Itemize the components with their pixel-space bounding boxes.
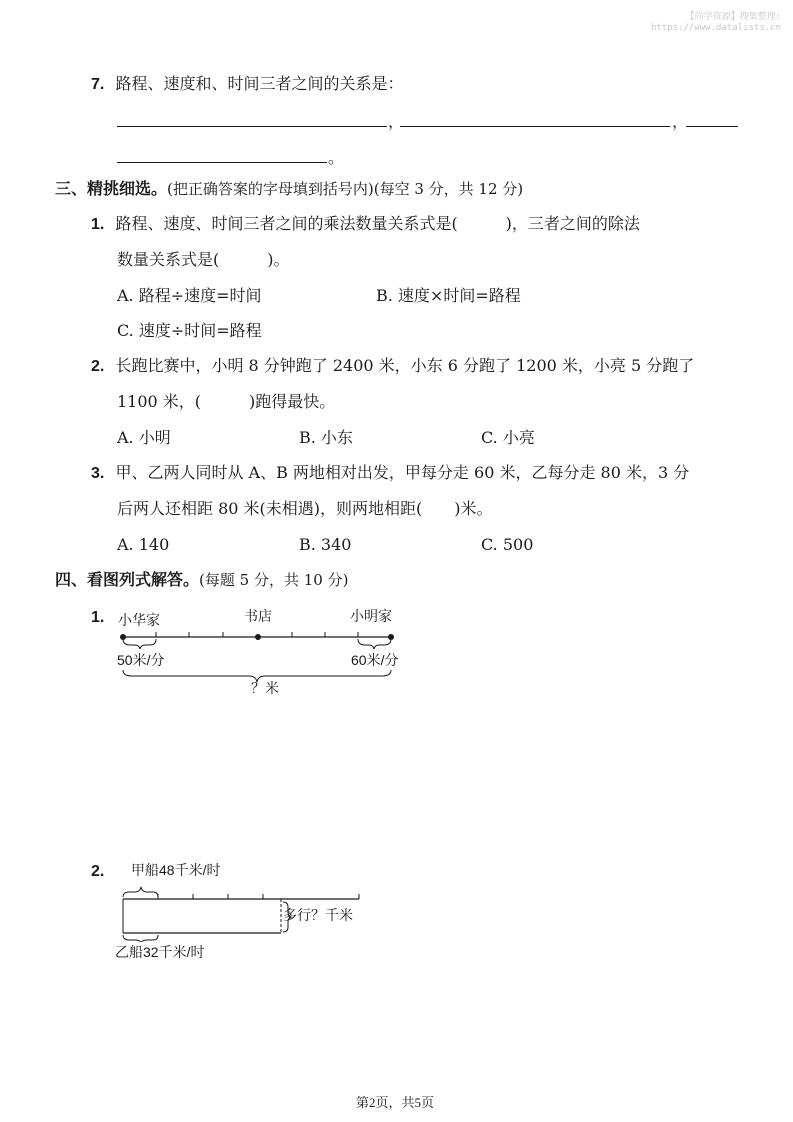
section4-title: 四、看图列式解答。: [55, 570, 200, 589]
watermark-url: https://www.datalists.cn: [650, 23, 781, 33]
s3-q1-text1: 路程、速度、时间三者之间的乘法数量关系式是( )，三者之间的除法: [115, 214, 640, 233]
right-speed-brace: [358, 639, 391, 649]
s3-q1-option-a[interactable]: A. 路程÷速度=时间: [117, 286, 262, 305]
s3-q2-line1: [91, 356, 694, 377]
q7-blank-3[interactable]: [686, 126, 738, 127]
s3-q3-text1: 甲、乙两人同时从 A、B 两地相对出发，甲每分走 60 米，乙每分走 80 米，3 分: [115, 463, 690, 482]
q7-blank-2[interactable]: [400, 126, 670, 127]
q7-text: 路程、速度和、时间三者之间的关系是：: [115, 74, 404, 93]
s3-q1-line2: 数量关系式是( )。: [117, 250, 290, 269]
s4-q1-total: ？米: [251, 680, 279, 696]
s3-q1-line1: [91, 214, 640, 235]
s3-q2-line2: 1100 米，( )跑得最快。: [117, 392, 336, 411]
top-brace: [123, 887, 158, 897]
s4-q2-bottom-label: 乙船32千米/时: [115, 944, 205, 960]
q7-number: 7.: [91, 76, 105, 93]
s3-q3-line1: [91, 463, 689, 484]
q7-end: 。: [328, 148, 345, 167]
bottom-brace: [123, 935, 158, 942]
section3-heading: [55, 179, 523, 199]
s3-q2-option-c[interactable]: C. 小亮: [481, 428, 535, 447]
watermark: [651, 12, 781, 34]
section4-heading: [55, 570, 348, 590]
s3-q1-option-b[interactable]: B. 速度×时间=路程: [376, 286, 521, 305]
s3-q2-number: 2.: [91, 358, 105, 375]
section3-title: 三、精挑细选。: [55, 179, 168, 198]
s4-q1-left-speed: 50米/分: [117, 652, 165, 668]
s4-q1-left-label: 小华家: [118, 612, 160, 628]
q7-sep-2: ，: [672, 112, 689, 131]
s3-q3-option-a[interactable]: A. 140: [117, 535, 170, 554]
s4-q1-mid-label: 书店: [244, 608, 272, 624]
q7-sep-1: ，: [388, 112, 405, 131]
s3-q3-number: 3.: [91, 465, 105, 482]
q7-blank-1[interactable]: [117, 126, 387, 127]
s3-q1-number: 1.: [91, 216, 105, 233]
watermark-line1: 【尚学资源】搜集整理:: [685, 12, 781, 22]
s3-q3-option-b[interactable]: B. 340: [299, 535, 352, 554]
s3-q2-option-a[interactable]: A. 小明: [117, 428, 171, 447]
s4-q1-number: 1.: [91, 609, 105, 626]
s3-q1-option-c[interactable]: C. 速度÷时间=路程: [117, 321, 262, 340]
s4-q1-right-label: 小明家: [350, 608, 392, 624]
q7-blank-4[interactable]: [117, 162, 327, 163]
section4-note: (每题 5 分，共 10 分): [199, 571, 349, 589]
s3-q2-text1: 长跑比赛中，小明 8 分钟跑了 2400 米，小东 6 分跑了 1200 米，小亮 5 分跑了: [115, 356, 695, 375]
s4-q2-number: 2.: [91, 863, 105, 880]
s3-q3-line2: 后两人还相距 80 米(未相遇)，则两地相距( )米。: [117, 499, 493, 518]
s3-q2-option-b[interactable]: B. 小东: [299, 428, 353, 447]
s3-q3-option-c[interactable]: C. 500: [481, 535, 534, 554]
q7-stem: [91, 74, 403, 95]
s4-q1-right-speed: 60米/分: [351, 652, 399, 668]
left-speed-brace: [123, 639, 156, 649]
section3-note: (把正确答案的字母填到括号内)(每空 3 分，共 12 分): [167, 180, 524, 198]
s4-q2-diff-label: 多行？千米: [283, 907, 353, 923]
bookstore-dot: [255, 634, 261, 640]
s4-q2-top-label: 甲船48千米/时: [131, 862, 221, 878]
page-footer: 第2页，共5页: [356, 1095, 435, 1110]
